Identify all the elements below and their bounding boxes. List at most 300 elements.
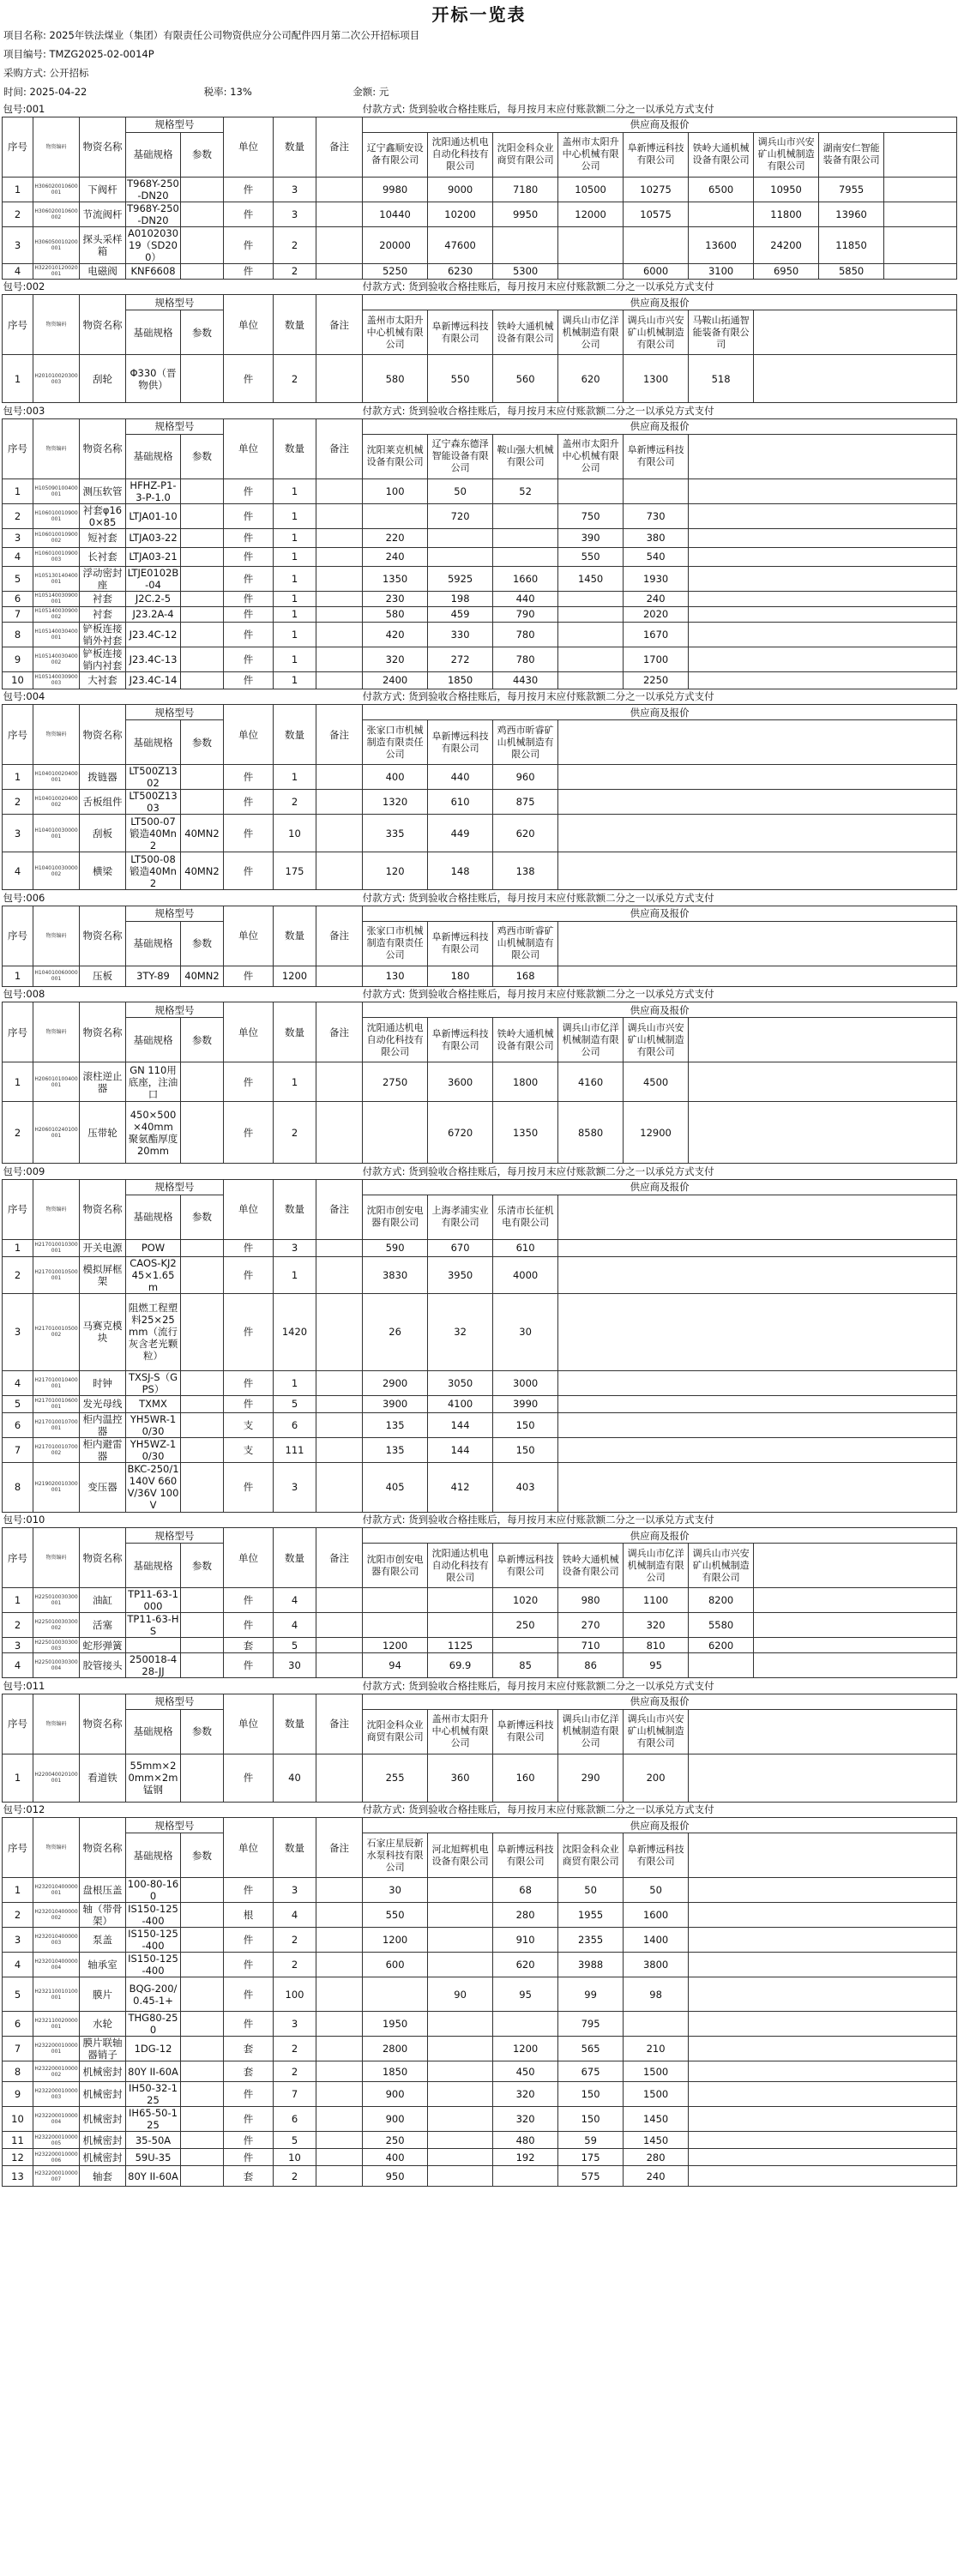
cell-price: 7180 bbox=[493, 177, 558, 202]
cell-name: 节流阀杆 bbox=[80, 202, 126, 226]
cell-price: 50 bbox=[624, 1878, 689, 1903]
cell-unit: 件 bbox=[224, 1462, 274, 1512]
cell-price bbox=[428, 1953, 493, 1977]
cell-seq: 2 bbox=[3, 1613, 33, 1638]
col-seq-header: 序号 bbox=[3, 1179, 33, 1239]
supplier-name: 沈阳通达机电自动化科技有限公司 bbox=[428, 132, 493, 177]
supplier-name: 调兵山市亿洋机械制造有限公司 bbox=[558, 1709, 624, 1754]
cell-empty bbox=[689, 528, 957, 547]
cell-code: H104010060000001 bbox=[33, 966, 80, 986]
cell-qty: 2 bbox=[274, 790, 316, 815]
cell-qty: 7 bbox=[274, 2082, 316, 2107]
col-spec-header: 基础规格 bbox=[126, 720, 181, 765]
cell-price: 30 bbox=[493, 1293, 558, 1370]
cell-remark bbox=[316, 1928, 363, 1953]
project-name: 2025年铁法煤业（集团）有限责任公司物资供应分公司配件四月第二次公开招标项目 bbox=[49, 29, 420, 41]
cell-qty: 3 bbox=[274, 2012, 316, 2037]
col-remark-header: 备注 bbox=[316, 295, 363, 355]
package-label: 包号:001 bbox=[3, 102, 45, 115]
cell-price: 670 bbox=[428, 1239, 493, 1256]
cell-price: 405 bbox=[363, 1462, 428, 1512]
cell-param: 40MN2 bbox=[181, 815, 224, 852]
cell-qty: 1 bbox=[274, 606, 316, 622]
cell-seq: 1 bbox=[3, 478, 33, 503]
cell-price: 180 bbox=[428, 966, 493, 986]
cell-param bbox=[181, 1239, 224, 1256]
cell-empty bbox=[754, 1638, 957, 1653]
cell-param bbox=[181, 606, 224, 622]
cell-price: 720 bbox=[428, 503, 493, 528]
cell-price: 1930 bbox=[624, 566, 689, 591]
cell-price: 459 bbox=[428, 606, 493, 622]
cell-spec: YH5WZ-10/30 bbox=[126, 1437, 181, 1462]
cell-param bbox=[181, 1588, 224, 1613]
cell-code: H105140030400001 bbox=[33, 622, 80, 647]
cell-unit: 件 bbox=[224, 528, 274, 547]
cell-price: 9950 bbox=[493, 202, 558, 226]
cell-price: 210 bbox=[624, 2037, 689, 2061]
table-row bbox=[3, 2132, 957, 2149]
cell-name: 衬套 bbox=[80, 606, 126, 622]
cell-price: 138 bbox=[493, 852, 558, 890]
cell-price: 6000 bbox=[624, 263, 689, 279]
supplier-name: 沈阳金科众业商贸有限公司 bbox=[558, 1833, 624, 1878]
cell-price: 1350 bbox=[363, 566, 428, 591]
cell-price: 1670 bbox=[624, 622, 689, 647]
cell-price bbox=[428, 2037, 493, 2061]
cell-qty: 40 bbox=[274, 1754, 316, 1802]
supplier-empty-cell bbox=[558, 921, 957, 966]
cell-empty bbox=[558, 1239, 957, 1256]
cell-price: 10440 bbox=[363, 202, 428, 226]
spec-group-header: 规格型号 bbox=[126, 1179, 224, 1195]
cell-price: 4000 bbox=[493, 1256, 558, 1293]
package-table bbox=[2, 101, 957, 280]
cell-price: 5580 bbox=[689, 1613, 754, 1638]
cell-price: 540 bbox=[624, 547, 689, 566]
cell-code: H232200010000007 bbox=[33, 2166, 80, 2187]
cell-spec: 3TY-89 bbox=[126, 966, 181, 986]
cell-code: H217010010600001 bbox=[33, 1395, 80, 1412]
cell-price: 10575 bbox=[624, 202, 689, 226]
cell-price: 2900 bbox=[363, 1370, 428, 1395]
supplier-name: 沈阳金科众业商贸有限公司 bbox=[493, 132, 558, 177]
supplier-name: 阜新博远科技有限公司 bbox=[493, 1833, 558, 1878]
package-table bbox=[2, 1164, 957, 1513]
col-unit-header: 单位 bbox=[224, 1179, 274, 1239]
cell-spec: 450×500×40mm 聚氨酯厚度20mm bbox=[126, 1102, 181, 1164]
cell-remark bbox=[316, 852, 363, 890]
col-qty-header: 数量 bbox=[274, 1179, 316, 1239]
cell-seq: 5 bbox=[3, 1977, 33, 2012]
cell-price: 518 bbox=[689, 355, 754, 403]
cell-seq: 9 bbox=[3, 647, 33, 671]
cell-seq: 7 bbox=[3, 2037, 33, 2061]
cell-remark bbox=[316, 765, 363, 790]
col-name-header: 物资名称 bbox=[80, 1179, 126, 1239]
payment-terms: 付款方式: 货到验收合格挂账后，每月按月末应付账款额二分之一以承兑方式支付 bbox=[362, 1679, 714, 1692]
supplier-name: 河北旭辉机电设备有限公司 bbox=[428, 1833, 493, 1878]
cell-empty bbox=[689, 647, 957, 671]
cell-price: 144 bbox=[428, 1412, 493, 1437]
cell-seq: 5 bbox=[3, 1395, 33, 1412]
cell-price: 120 bbox=[363, 852, 428, 890]
cell-price: 1200 bbox=[363, 1638, 428, 1653]
cell-code: H232200010000003 bbox=[33, 2082, 80, 2107]
cell-price: 13600 bbox=[689, 226, 754, 263]
cell-remark bbox=[316, 2037, 363, 2061]
cell-param bbox=[181, 1462, 224, 1512]
cell-price: 8200 bbox=[689, 1588, 754, 1613]
cell-qty: 3 bbox=[274, 177, 316, 202]
cell-price bbox=[363, 1613, 428, 1638]
cell-param bbox=[181, 478, 224, 503]
cell-spec: IH50-32-125 bbox=[126, 2082, 181, 2107]
cell-seq: 4 bbox=[3, 1653, 33, 1678]
table-row bbox=[3, 226, 957, 263]
time-label: 时间: bbox=[3, 86, 27, 98]
cell-price: 790 bbox=[493, 606, 558, 622]
table-row bbox=[3, 202, 957, 226]
cell-price: 1320 bbox=[363, 790, 428, 815]
cell-code: H232200010000002 bbox=[33, 2061, 80, 2082]
col-name-header: 物资名称 bbox=[80, 117, 126, 177]
cell-name: 柜内温控器 bbox=[80, 1412, 126, 1437]
cell-spec: LTJA01-10 bbox=[126, 503, 181, 528]
cell-seq: 8 bbox=[3, 2061, 33, 2082]
col-param-header: 参数 bbox=[181, 720, 224, 765]
cell-price: 620 bbox=[493, 1953, 558, 1977]
cell-price: 85 bbox=[493, 1653, 558, 1678]
cell-param bbox=[181, 671, 224, 689]
cell-spec: LTJA03-22 bbox=[126, 528, 181, 547]
cell-price: 150 bbox=[493, 1437, 558, 1462]
table-row bbox=[3, 2061, 957, 2082]
cell-param bbox=[181, 1062, 224, 1102]
cell-remark bbox=[316, 1953, 363, 1977]
cell-price: 6230 bbox=[428, 263, 493, 279]
cell-price: 3900 bbox=[363, 1395, 428, 1412]
cell-price bbox=[428, 2082, 493, 2107]
cell-empty bbox=[884, 177, 957, 202]
cell-empty bbox=[689, 1977, 957, 2012]
cell-seq: 4 bbox=[3, 1953, 33, 1977]
cell-price: 50 bbox=[428, 478, 493, 503]
cell-unit: 套 bbox=[224, 2037, 274, 2061]
cell-unit: 件 bbox=[224, 606, 274, 622]
cell-remark bbox=[316, 547, 363, 566]
cell-price: 90 bbox=[428, 1977, 493, 2012]
cell-param bbox=[181, 2149, 224, 2166]
cell-empty bbox=[689, 1754, 957, 1802]
cell-price bbox=[558, 478, 624, 503]
col-spec-header: 基础规格 bbox=[126, 132, 181, 177]
cell-spec: 80Y II-60A bbox=[126, 2166, 181, 2187]
cell-name: 膜片 bbox=[80, 1977, 126, 2012]
col-code-header: 物资编码 bbox=[33, 1002, 80, 1062]
cell-code: H225010030300004 bbox=[33, 1653, 80, 1678]
cell-unit: 件 bbox=[224, 1370, 274, 1395]
cell-price: 5925 bbox=[428, 566, 493, 591]
col-spec-header: 基础规格 bbox=[126, 1709, 181, 1754]
cell-price: 1950 bbox=[363, 2012, 428, 2037]
cell-qty: 175 bbox=[274, 852, 316, 890]
cell-price: 69.9 bbox=[428, 1653, 493, 1678]
cell-code: H232200010000005 bbox=[33, 2132, 80, 2149]
cell-spec: IS150-125-400 bbox=[126, 1953, 181, 1977]
cell-remark bbox=[316, 1754, 363, 1802]
package-table bbox=[2, 987, 957, 1165]
cell-seq: 11 bbox=[3, 2132, 33, 2149]
cell-seq: 6 bbox=[3, 591, 33, 606]
package-table bbox=[2, 1803, 957, 2188]
cell-price: 6720 bbox=[428, 1102, 493, 1164]
col-seq-header: 序号 bbox=[3, 1694, 33, 1754]
cell-seq: 2 bbox=[3, 1256, 33, 1293]
supplier-name: 辽宁鑫顺安设备有限公司 bbox=[363, 132, 428, 177]
cell-price: 960 bbox=[493, 765, 558, 790]
cell-remark bbox=[316, 2132, 363, 2149]
cell-code: H201010020300003 bbox=[33, 355, 80, 403]
cell-unit: 件 bbox=[224, 1102, 274, 1164]
col-name-header: 物资名称 bbox=[80, 418, 126, 478]
cell-price: 449 bbox=[428, 815, 493, 852]
cell-spec: TXMX bbox=[126, 1395, 181, 1412]
col-name-header: 物资名称 bbox=[80, 906, 126, 966]
col-param-header: 参数 bbox=[181, 1018, 224, 1062]
cell-name: 胶管接头 bbox=[80, 1653, 126, 1678]
package-label: 包号:004 bbox=[3, 690, 45, 703]
cell-price: 6950 bbox=[754, 263, 819, 279]
cell-remark bbox=[316, 1256, 363, 1293]
cell-code: H225010030300001 bbox=[33, 1588, 80, 1613]
cell-name: 铲板连接销外衬套 bbox=[80, 622, 126, 647]
cell-code: H104010030000001 bbox=[33, 815, 80, 852]
cell-code: H104010020400002 bbox=[33, 790, 80, 815]
cell-spec: LT500Z1303 bbox=[126, 790, 181, 815]
cell-remark bbox=[316, 1102, 363, 1164]
cell-empty bbox=[558, 1370, 957, 1395]
cell-price: 1500 bbox=[624, 2082, 689, 2107]
supplier-name: 鸡西市昕睿矿山机械制造有限公司 bbox=[493, 921, 558, 966]
cell-spec: BQG-200/0.45-1+ bbox=[126, 1977, 181, 2012]
cell-remark bbox=[316, 1903, 363, 1928]
supplier-group-header: 供应商及报价 bbox=[363, 1002, 957, 1018]
cell-price: 1450 bbox=[624, 2132, 689, 2149]
cell-name: 蛇形弹簧 bbox=[80, 1638, 126, 1653]
cell-unit: 件 bbox=[224, 852, 274, 890]
col-param-header: 参数 bbox=[181, 1195, 224, 1239]
package-label: 包号:012 bbox=[3, 1803, 45, 1816]
cell-code: H306020010600002 bbox=[33, 202, 80, 226]
cell-price: 565 bbox=[558, 2037, 624, 2061]
col-param-header: 参数 bbox=[181, 132, 224, 177]
cell-empty bbox=[754, 355, 957, 403]
cell-price: 9980 bbox=[363, 177, 428, 202]
cell-spec: GN 110用底座，注油口 bbox=[126, 1062, 181, 1102]
table-row bbox=[3, 852, 957, 890]
col-seq-header: 序号 bbox=[3, 1002, 33, 1062]
cell-code: H232200010000004 bbox=[33, 2107, 80, 2132]
cell-qty: 2 bbox=[274, 355, 316, 403]
cell-empty bbox=[689, 1928, 957, 1953]
cell-price: 330 bbox=[428, 622, 493, 647]
table-row bbox=[3, 1395, 957, 1412]
cell-spec: IS150-125-400 bbox=[126, 1903, 181, 1928]
cell-qty: 10 bbox=[274, 815, 316, 852]
cell-empty bbox=[558, 1462, 957, 1512]
cell-seq: 10 bbox=[3, 2107, 33, 2132]
cell-empty bbox=[689, 2166, 957, 2187]
cell-name: 机械密封 bbox=[80, 2107, 126, 2132]
table-row bbox=[3, 177, 957, 202]
cell-unit: 件 bbox=[224, 1588, 274, 1613]
cell-code: H104010030000002 bbox=[33, 852, 80, 890]
supplier-name: 张家口市机械制造有限责任公司 bbox=[363, 720, 428, 765]
cell-code: H232010400000001 bbox=[33, 1878, 80, 1903]
cell-spec: HFHZ-P1-3-P-1.0 bbox=[126, 478, 181, 503]
cell-param bbox=[181, 528, 224, 547]
cell-price: 11850 bbox=[819, 226, 884, 263]
cell-remark bbox=[316, 591, 363, 606]
cell-price bbox=[428, 2012, 493, 2037]
cell-name: 轴套 bbox=[80, 2166, 126, 2187]
col-param-header: 参数 bbox=[181, 921, 224, 966]
cell-price: 560 bbox=[493, 355, 558, 403]
cell-price: 150 bbox=[493, 1412, 558, 1437]
cell-unit: 件 bbox=[224, 503, 274, 528]
cell-qty: 4 bbox=[274, 1903, 316, 1928]
cell-price: 400 bbox=[363, 2149, 428, 2166]
cell-unit: 件 bbox=[224, 591, 274, 606]
cell-code: H232010400000004 bbox=[33, 1953, 80, 1977]
project-name-line bbox=[2, 26, 956, 45]
table-row bbox=[3, 1239, 957, 1256]
cell-qty: 1 bbox=[274, 566, 316, 591]
table-row bbox=[3, 591, 957, 606]
cell-remark bbox=[316, 671, 363, 689]
cell-remark bbox=[316, 1638, 363, 1653]
cell-price: 675 bbox=[558, 2061, 624, 2082]
payment-terms: 付款方式: 货到验收合格挂账后，每月按月末应付账款额二分之一以承兑方式支付 bbox=[362, 1165, 714, 1177]
cell-name: 盘根压盖 bbox=[80, 1878, 126, 1903]
cell-spec: THG80-250 bbox=[126, 2012, 181, 2037]
cell-price: 780 bbox=[493, 622, 558, 647]
col-remark-header: 备注 bbox=[316, 906, 363, 966]
cell-name: 衬套 bbox=[80, 591, 126, 606]
cell-remark bbox=[316, 2012, 363, 2037]
supplier-name: 阜新博远科技有限公司 bbox=[624, 1833, 689, 1878]
cell-name: 看道铁 bbox=[80, 1754, 126, 1802]
supplier-name: 铁岭大通机械设备有限公司 bbox=[558, 1544, 624, 1588]
col-spec-header: 基础规格 bbox=[126, 1544, 181, 1588]
col-param-header: 参数 bbox=[181, 310, 224, 355]
cell-price bbox=[558, 226, 624, 263]
payment-terms: 付款方式: 货到验收合格挂账后，每月按月末应付账款额二分之一以承兑方式支付 bbox=[362, 891, 714, 904]
cell-param bbox=[181, 177, 224, 202]
package-label: 包号:002 bbox=[3, 280, 45, 293]
col-qty-header: 数量 bbox=[274, 117, 316, 177]
cell-price: 3050 bbox=[428, 1370, 493, 1395]
cell-seq: 10 bbox=[3, 671, 33, 689]
cell-price: 3600 bbox=[428, 1062, 493, 1102]
supplier-name: 湖南安仁智能装备有限公司 bbox=[819, 132, 884, 177]
cell-unit: 件 bbox=[224, 1754, 274, 1802]
table-row bbox=[3, 1588, 957, 1613]
cell-param bbox=[181, 622, 224, 647]
cell-price bbox=[428, 1928, 493, 1953]
cell-qty: 1 bbox=[274, 1370, 316, 1395]
cell-price: 620 bbox=[558, 355, 624, 403]
cell-price: 135 bbox=[363, 1412, 428, 1437]
cell-remark bbox=[316, 177, 363, 202]
cell-unit: 件 bbox=[224, 2082, 274, 2107]
col-remark-header: 备注 bbox=[316, 705, 363, 765]
cell-remark bbox=[316, 528, 363, 547]
supplier-name: 马鞍山拓通智能装备有限公司 bbox=[689, 310, 754, 355]
cell-remark bbox=[316, 1977, 363, 2012]
col-code-header: 物资编码 bbox=[33, 906, 80, 966]
cell-price: 95 bbox=[624, 1653, 689, 1678]
cell-remark bbox=[316, 503, 363, 528]
cell-price bbox=[428, 1613, 493, 1638]
cell-qty: 100 bbox=[274, 1977, 316, 2012]
cell-price: 390 bbox=[558, 528, 624, 547]
cell-price: 3800 bbox=[624, 1953, 689, 1977]
cell-unit: 件 bbox=[224, 263, 274, 279]
cell-code: H217010010500001 bbox=[33, 1256, 80, 1293]
col-qty-header: 数量 bbox=[274, 1694, 316, 1754]
cell-spec: Φ330（晋物供） bbox=[126, 355, 181, 403]
cell-code: H232010400000003 bbox=[33, 1928, 80, 1953]
table-row bbox=[3, 1754, 957, 1802]
cell-price bbox=[363, 1588, 428, 1613]
cell-price: 30 bbox=[363, 1878, 428, 1903]
table-row bbox=[3, 1928, 957, 1953]
col-remark-header: 备注 bbox=[316, 1179, 363, 1239]
table-row bbox=[3, 2107, 957, 2132]
cell-name: 测压软管 bbox=[80, 478, 126, 503]
cell-price: 3990 bbox=[493, 1395, 558, 1412]
cell-price bbox=[689, 1653, 754, 1678]
cell-seq: 9 bbox=[3, 2082, 33, 2107]
cell-seq: 3 bbox=[3, 815, 33, 852]
table-row bbox=[3, 1102, 957, 1164]
cell-remark bbox=[316, 263, 363, 279]
table-row bbox=[3, 1953, 957, 1977]
cell-spec: J23.4C-12 bbox=[126, 622, 181, 647]
cell-unit: 件 bbox=[224, 790, 274, 815]
cell-empty bbox=[689, 478, 957, 503]
cell-unit: 件 bbox=[224, 1256, 274, 1293]
cell-price: 320 bbox=[493, 2107, 558, 2132]
cell-seq: 3 bbox=[3, 1928, 33, 1953]
cell-spec: TXSJ-S（GPS） bbox=[126, 1370, 181, 1395]
cell-price: 980 bbox=[558, 1588, 624, 1613]
cell-name: 横梁 bbox=[80, 852, 126, 890]
cell-seq: 2 bbox=[3, 1903, 33, 1928]
cell-price: 480 bbox=[493, 2132, 558, 2149]
cell-qty: 1 bbox=[274, 478, 316, 503]
cell-param bbox=[181, 1102, 224, 1164]
cell-seq: 1 bbox=[3, 765, 33, 790]
project-code: TMZG2025-02-0014P bbox=[49, 48, 154, 60]
cell-code: H219020010300001 bbox=[33, 1462, 80, 1512]
supplier-group-header: 供应商及报价 bbox=[363, 906, 957, 921]
cell-name: 探头采样箱 bbox=[80, 226, 126, 263]
cell-empty bbox=[689, 671, 957, 689]
table-row bbox=[3, 622, 957, 647]
